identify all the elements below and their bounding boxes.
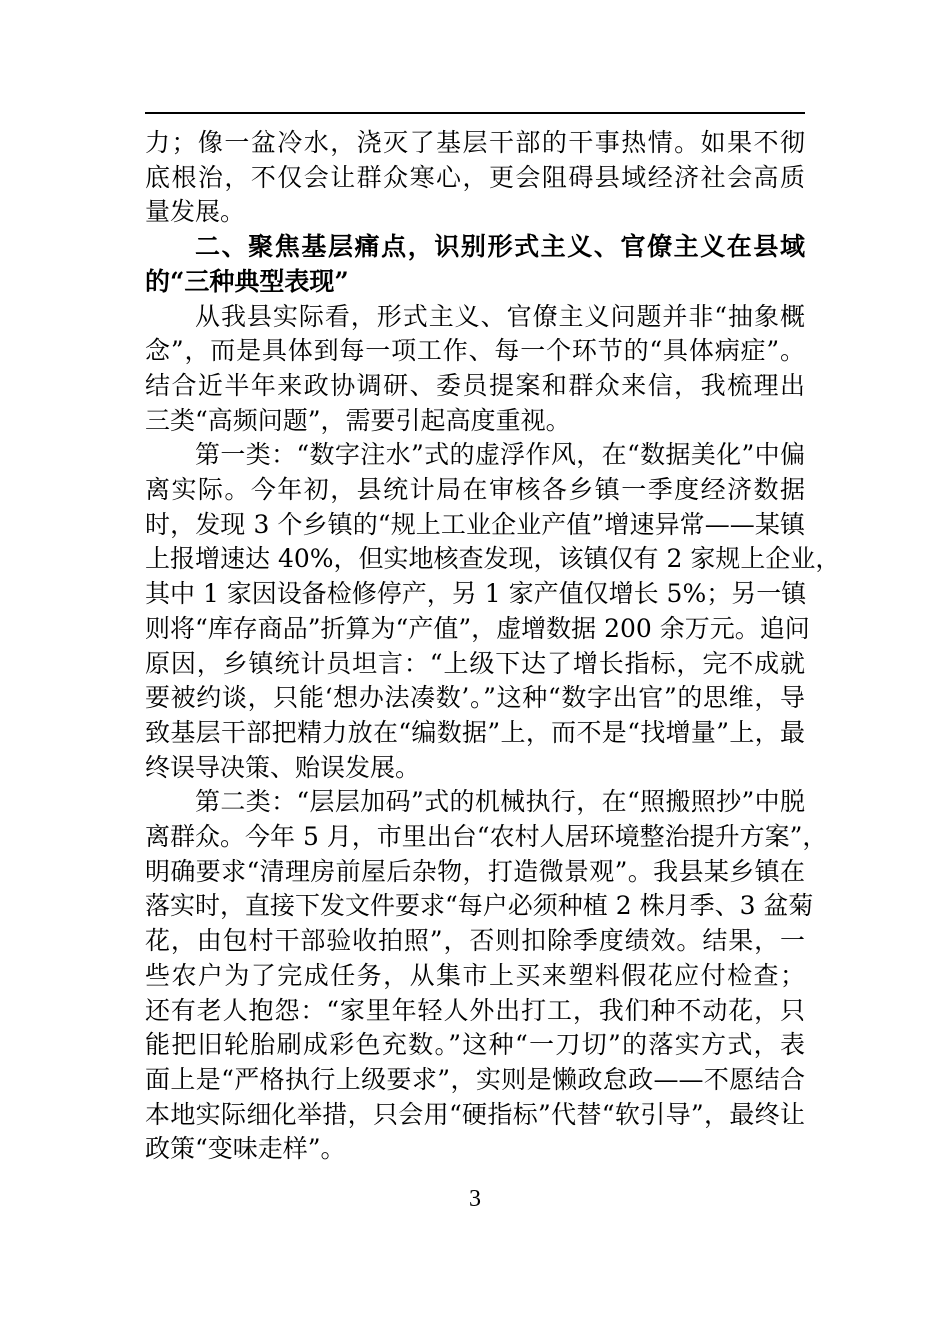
header-rule [145, 112, 805, 114]
text-line: 明确要求“清理房前屋后杂物，打造微景观”。我县某乡镇在 [145, 856, 805, 886]
text-line: 三类“高频问题”，需要引起高度重视。 [145, 405, 571, 435]
text-line: 花，由包村干部验收拍照”，否则扣除季度绩效。结果，一 [145, 926, 805, 956]
heading-line: 的“三种典型表现” [145, 266, 349, 296]
text-line: 则将“库存商品”折算为“产值”，虚增数据 200 余万元。追问 [145, 613, 810, 643]
section-heading [145, 230, 805, 299]
text-line: 从我县实际看，形式主义、官僚主义问题并非“抽象概 [195, 301, 805, 331]
text-line: 致基层干部把精力放在“编数据”上，而不是“找增量”上，最 [145, 717, 805, 747]
text-line: 力；像一盆冷水，浇灭了基层干部的干事热情。如果不彻 [145, 128, 805, 157]
text-line: 离实际。今年初，县统计局在审核各乡镇一季度经济数据 [145, 475, 805, 505]
paragraph-category-two [145, 785, 828, 1167]
page-number: 3 [469, 1186, 481, 1212]
text-line: 面上是“严格执行上级要求”，实则是懒政怠政——不愿结合 [145, 1064, 805, 1094]
text-line: 底根治，不仅会让群众寒心，更会阻碍县域经济社会高质 [145, 162, 805, 192]
text-line: 上报增速达 40%，但实地核查发现，该镇仅有 2 家规上企业， [145, 544, 841, 574]
text-line: 结合近半年来政协调研、委员提案和群众来信，我梳理出 [145, 370, 805, 400]
text-line: 时，发现 3 个乡镇的“规上工业企业产值”增速异常——某镇 [145, 509, 805, 539]
heading-line: 二、聚焦基层痛点，识别形式主义、官僚主义在县域 [195, 232, 805, 262]
text-line: 能把旧轮胎刷成彩色充数。”这种“一刀切”的落实方式，表 [145, 1030, 805, 1060]
text-line: 念”，而是具体到每一项工作、每一个环节的“具体病症”。 [145, 336, 805, 366]
paragraph-continued [145, 126, 805, 230]
text-line: 第二类：“层层加码”式的机械执行，在“照搬照抄”中脱 [195, 787, 805, 817]
text-line: 些农户为了完成任务，从集市上买来塑料假花应付检查； [145, 960, 805, 990]
text-line: 量发展。 [145, 197, 246, 227]
page-body [145, 126, 841, 1167]
text-line: 要被约谈，只能‘想办法凑数’。”这种“数字出官”的思维，导 [145, 683, 805, 713]
text-line: 落实时，直接下发文件要求“每户必须种植 2 株月季、3 盆菊 [145, 891, 814, 921]
paragraph-category-one [145, 438, 841, 785]
text-line: 还有老人抱怨：“家里年轻人外出打工，我们种不动花，只 [145, 995, 805, 1025]
text-line: 政策“变味走样”。 [145, 1134, 346, 1164]
paragraph-intro [145, 300, 805, 439]
text-line: 本地实际细化举措，只会用“硬指标”代替“软引导”，最终让 [145, 1099, 805, 1129]
text-line: 原因，乡镇统计员坦言：“上级下达了增长指标，完不成就 [145, 648, 805, 678]
text-line: 终误导决策、贻误发展。 [145, 752, 421, 782]
text-line: 其中 1 家因设备检修停产，另 1 家产值仅增长 5%；另一镇 [145, 579, 807, 609]
text-line: 第一类：“数字注水”式的虚浮作风，在“数据美化”中偏 [195, 440, 805, 470]
text-line: 离群众。今年 5 月，市里出台“农村人居环境整治提升方案”， [145, 822, 828, 852]
